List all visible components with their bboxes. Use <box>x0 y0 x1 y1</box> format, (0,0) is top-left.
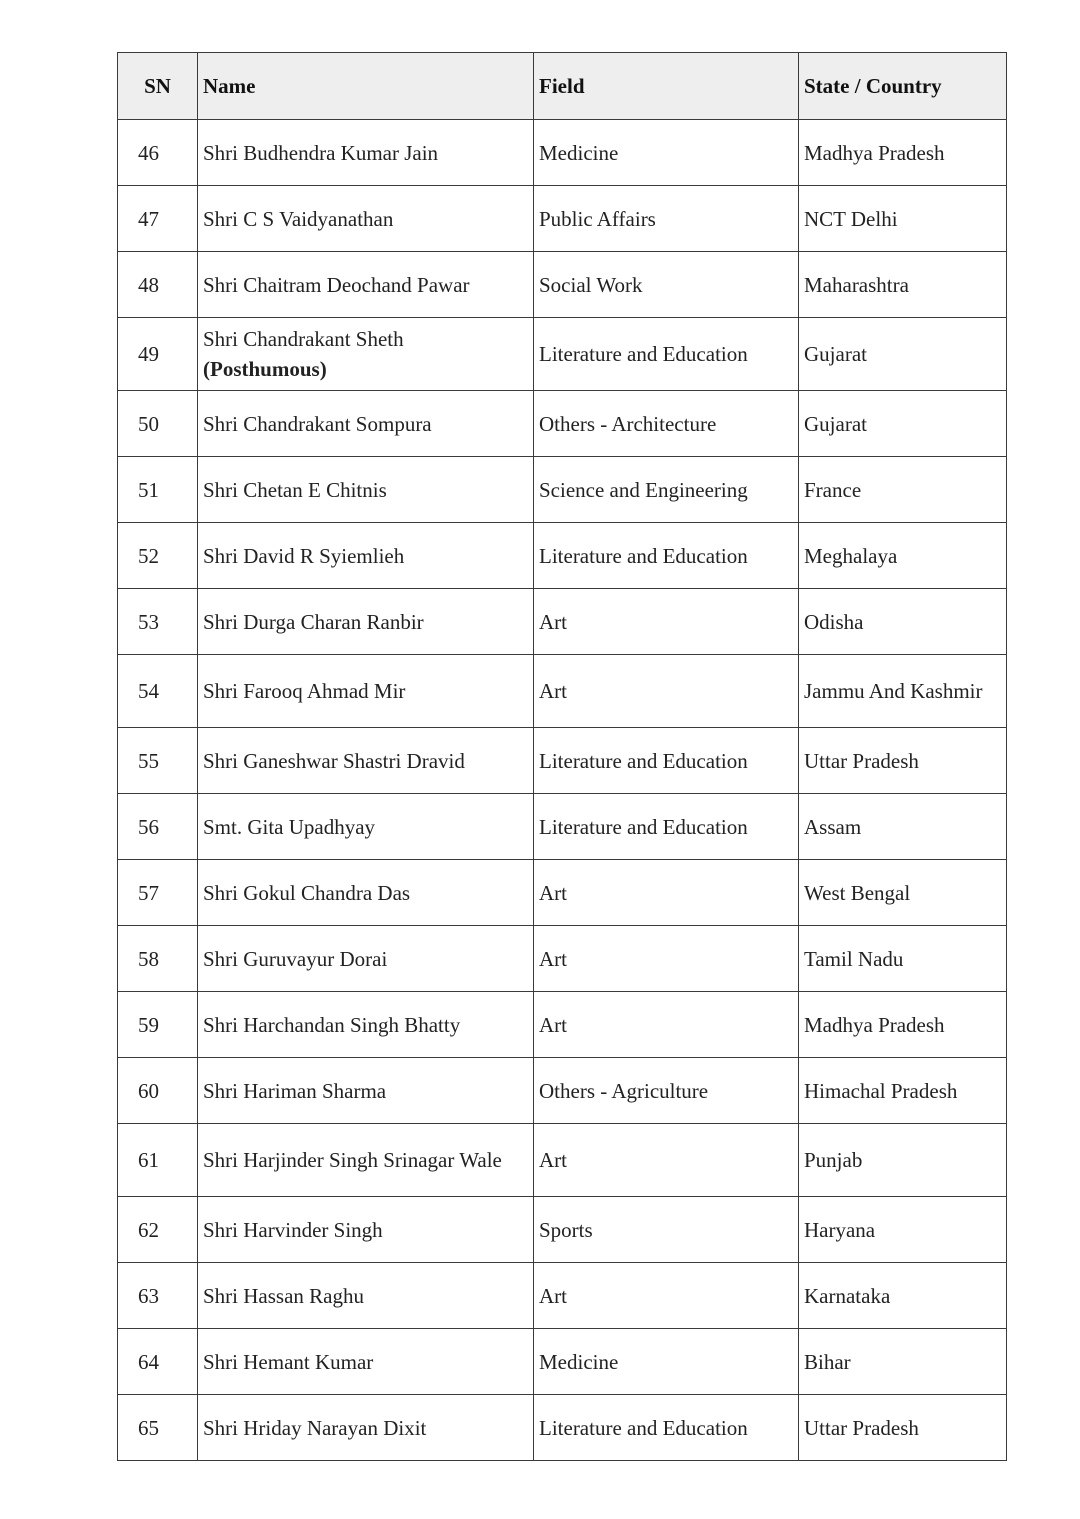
cell-name: Shri Gokul Chandra Das <box>198 860 534 926</box>
cell-name: Shri Hariman Sharma <box>198 1058 534 1124</box>
cell-sn: 58 <box>118 926 198 992</box>
cell-state: Madhya Pradesh <box>799 120 1007 186</box>
cell-sn: 61 <box>118 1124 198 1197</box>
table-row <box>118 457 1007 523</box>
cell-name: Shri Ganeshwar Shastri Dravid <box>198 728 534 794</box>
table-row <box>118 391 1007 457</box>
cell-field: Science and Engineering <box>534 457 799 523</box>
cell-state: Punjab <box>799 1124 1007 1197</box>
cell-sn: 51 <box>118 457 198 523</box>
table-row <box>118 252 1007 318</box>
table-row <box>118 1263 1007 1329</box>
cell-name: Shri Farooq Ahmad Mir <box>198 655 534 728</box>
cell-state: Assam <box>799 794 1007 860</box>
cell-state: Gujarat <box>799 318 1007 391</box>
header-sn: SN <box>118 53 198 120</box>
cell-state: Tamil Nadu <box>799 926 1007 992</box>
table-row <box>118 589 1007 655</box>
cell-state: France <box>799 457 1007 523</box>
table-row <box>118 860 1007 926</box>
cell-sn: 59 <box>118 992 198 1058</box>
cell-field: Medicine <box>534 1329 799 1395</box>
cell-field: Literature and Education <box>534 1395 799 1461</box>
cell-sn: 48 <box>118 252 198 318</box>
cell-sn: 49 <box>118 318 198 391</box>
table-row <box>118 992 1007 1058</box>
cell-name: Shri Chaitram Deochand Pawar <box>198 252 534 318</box>
cell-sn: 60 <box>118 1058 198 1124</box>
cell-field: Others - Agriculture <box>534 1058 799 1124</box>
cell-field: Literature and Education <box>534 794 799 860</box>
cell-name: Shri Harvinder Singh <box>198 1197 534 1263</box>
cell-state: Karnataka <box>799 1263 1007 1329</box>
cell-field: Art <box>534 1124 799 1197</box>
cell-sn: 57 <box>118 860 198 926</box>
header-field: Field <box>534 53 799 120</box>
cell-field: Others - Architecture <box>534 391 799 457</box>
cell-name: Smt. Gita Upadhyay <box>198 794 534 860</box>
cell-name: Shri Chandrakant Sompura <box>198 391 534 457</box>
cell-field: Art <box>534 655 799 728</box>
table-row <box>118 120 1007 186</box>
cell-state: Bihar <box>799 1329 1007 1395</box>
posthumous-note: (Posthumous) <box>203 357 327 381</box>
cell-name: Shri Hassan Raghu <box>198 1263 534 1329</box>
cell-state: Gujarat <box>799 391 1007 457</box>
table-row <box>118 1395 1007 1461</box>
awardee-name: Shri Chandrakant Sheth <box>203 327 404 351</box>
cell-field: Literature and Education <box>534 728 799 794</box>
cell-state: Meghalaya <box>799 523 1007 589</box>
table-row <box>118 1197 1007 1263</box>
awardees-table <box>117 52 1007 1461</box>
cell-state: Uttar Pradesh <box>799 728 1007 794</box>
cell-sn: 56 <box>118 794 198 860</box>
cell-sn: 47 <box>118 186 198 252</box>
cell-sn: 46 <box>118 120 198 186</box>
cell-sn: 55 <box>118 728 198 794</box>
cell-sn: 63 <box>118 1263 198 1329</box>
cell-sn: 52 <box>118 523 198 589</box>
cell-state: Maharashtra <box>799 252 1007 318</box>
cell-sn: 54 <box>118 655 198 728</box>
cell-state: Jammu And Kashmir <box>799 655 1007 728</box>
cell-state: West Bengal <box>799 860 1007 926</box>
cell-name: Shri C S Vaidyanathan <box>198 186 534 252</box>
cell-state: Odisha <box>799 589 1007 655</box>
cell-field: Sports <box>534 1197 799 1263</box>
cell-state: Himachal Pradesh <box>799 1058 1007 1124</box>
cell-name: Shri Durga Charan Ranbir <box>198 589 534 655</box>
cell-state: Haryana <box>799 1197 1007 1263</box>
cell-name: Shri Budhendra Kumar Jain <box>198 120 534 186</box>
table-row <box>118 926 1007 992</box>
cell-sn: 64 <box>118 1329 198 1395</box>
table-header-row <box>118 53 1007 120</box>
cell-sn: 62 <box>118 1197 198 1263</box>
cell-field: Literature and Education <box>534 318 799 391</box>
cell-field: Public Affairs <box>534 186 799 252</box>
header-state: State / Country <box>799 53 1007 120</box>
table-row <box>118 318 1007 391</box>
cell-field: Art <box>534 589 799 655</box>
table-row <box>118 794 1007 860</box>
table-row <box>118 655 1007 728</box>
cell-field: Art <box>534 992 799 1058</box>
cell-sn: 53 <box>118 589 198 655</box>
table-row <box>118 1124 1007 1197</box>
cell-field: Art <box>534 926 799 992</box>
table-row <box>118 1058 1007 1124</box>
table-row <box>118 1329 1007 1395</box>
cell-name: Shri Guruvayur Dorai <box>198 926 534 992</box>
cell-name: Shri Hriday Narayan Dixit <box>198 1395 534 1461</box>
cell-state: Madhya Pradesh <box>799 992 1007 1058</box>
table-row <box>118 523 1007 589</box>
cell-sn: 50 <box>118 391 198 457</box>
table-row <box>118 728 1007 794</box>
table-row <box>118 186 1007 252</box>
cell-state: Uttar Pradesh <box>799 1395 1007 1461</box>
cell-field: Social Work <box>534 252 799 318</box>
cell-name: Shri Hemant Kumar <box>198 1329 534 1395</box>
cell-field: Medicine <box>534 120 799 186</box>
cell-name: Shri Harchandan Singh Bhatty <box>198 992 534 1058</box>
cell-sn: 65 <box>118 1395 198 1461</box>
cell-name: Shri David R Syiemlieh <box>198 523 534 589</box>
table-body <box>118 120 1007 1461</box>
header-name: Name <box>198 53 534 120</box>
cell-name: Shri Harjinder Singh Srinagar Wale <box>198 1124 534 1197</box>
cell-field: Art <box>534 1263 799 1329</box>
cell-name <box>198 318 534 391</box>
cell-name: Shri Chetan E Chitnis <box>198 457 534 523</box>
cell-state: NCT Delhi <box>799 186 1007 252</box>
cell-field: Literature and Education <box>534 523 799 589</box>
cell-field: Art <box>534 860 799 926</box>
